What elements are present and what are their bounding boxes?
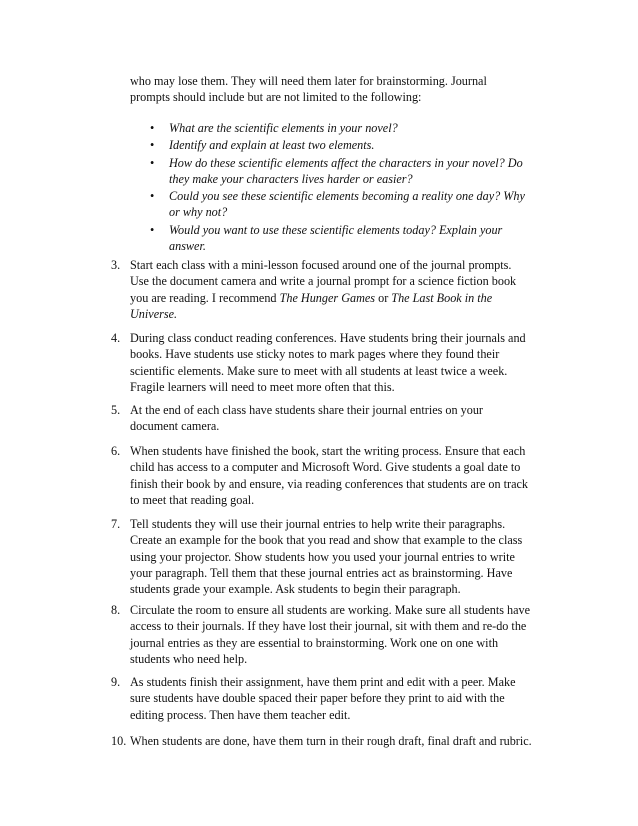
bullet-text: answer. [169,239,206,254]
item-line: Use the document camera and write a journal prompt for a science fiction book [130,274,517,289]
list-item [130,137,550,153]
item-line: to meet that reading goal. [130,492,255,507]
bullet-text: How do these scientific elements affect the characters in your novel? Do [169,155,523,170]
item-number: 6. [111,444,121,458]
item-line: editing process. Then have them teacher edit. [130,707,351,722]
item-line: using your projector. Show students how you used your journal entries to write [130,549,515,564]
item-line: During class conduct reading conferences. Have students bring their journals and [130,331,526,345]
numbered-item [111,602,551,667]
item-number: 8. [111,603,121,617]
item-text: you are reading. I recommend [130,290,280,305]
item-line: When students are done, have them turn in their rough draft, final draft and rubric. [130,734,532,748]
item-line: Tell students they will use their journal entries to help write their paragraphs. [130,517,506,531]
item-line: students who need help. [130,651,248,666]
numbered-item [111,516,551,597]
item-line: document camera. [130,419,220,434]
bullet-text: What are the scientific elements in your novel? [169,121,398,135]
item-line-with-titles [130,290,551,306]
item-line: students grade your example. Ask students to begin their paragraph. [130,582,461,597]
item-line: Fragile learners will need to meet more often that this. [130,379,395,394]
item-line: Circulate the room to ensure all students are working. Make sure all students have [130,603,531,617]
item-line: books. Have students use sticky notes to mark pages where they found their [130,347,500,362]
item-line [130,306,551,322]
intro-line: who may lose them. They will need them later for brainstorming. Journal [130,74,487,88]
list-item [130,222,550,255]
item-line: your paragraph. Tell them that these journal entries act as brainstorming. Have [130,565,513,580]
numbered-item [111,257,551,322]
bullet-icon: • [150,155,155,170]
numbered-item [111,402,551,435]
item-number: 10. [111,734,127,748]
journal-prompt-list [130,120,550,254]
numbered-item [111,674,551,723]
bullet-text: they make your characters lives harder or easier? [169,171,413,186]
numbered-item [111,443,551,508]
numbered-item [111,330,551,395]
bullet-icon: • [150,222,155,237]
item-number: 3. [111,258,121,272]
item-text: or [375,290,392,305]
item-line: At the end of each class have students share their journal entries on your [130,403,483,417]
item-line: sure students have double spaced their paper before they print to aid with the [130,691,505,706]
item-line: finish their book by and ensure, via reading conferences that students are on track [130,476,528,491]
item-number: 5. [111,403,121,417]
intro-line: prompts should include but are not limited to the following: [130,90,422,105]
item-line: child has access to a computer and Microsoft Word. Give students a goal date to [130,460,521,475]
numbered-item [111,733,551,749]
bullet-text: Identify and explain at least two elements. [169,138,375,153]
item-line: access to their journals. If they have lost their journal, sit with them and re-do the [130,619,527,634]
item-number: 9. [111,675,121,689]
intro-paragraph [130,73,550,106]
item-line: As students finish their assignment, have them print and edit with a peer. Make [130,675,516,689]
item-line: Create an example for the book that you read and show that example to the class [130,533,523,548]
book-title: The Last Book in the [391,290,493,305]
book-title-continued: Universe. [130,306,178,321]
item-number: 7. [111,517,121,531]
bullet-text: or why not? [169,205,228,220]
bullet-icon: • [150,138,155,153]
item-line: Start each class with a mini-lesson focused around one of the journal prompts. [130,258,512,272]
list-item [130,188,550,221]
list-item [130,155,550,188]
bullet-icon: • [150,121,155,135]
item-line: scientific elements. Make sure to meet with all students at least twice a week. [130,363,508,378]
bullet-text: Would you want to use these scientific elements today? Explain your [169,222,503,237]
item-line: When students have finished the book, start the writing process. Ensure that each [130,444,526,458]
bullet-text: Could you see these scientific elements becoming a reality one day? Why [169,189,525,204]
item-number: 4. [111,331,121,345]
item-line: journal entries as they are essential to brainstorming. Work one on one with [130,635,499,650]
list-item [130,120,550,136]
bullet-icon: • [150,189,155,204]
book-title: The Hunger Games [279,290,376,305]
